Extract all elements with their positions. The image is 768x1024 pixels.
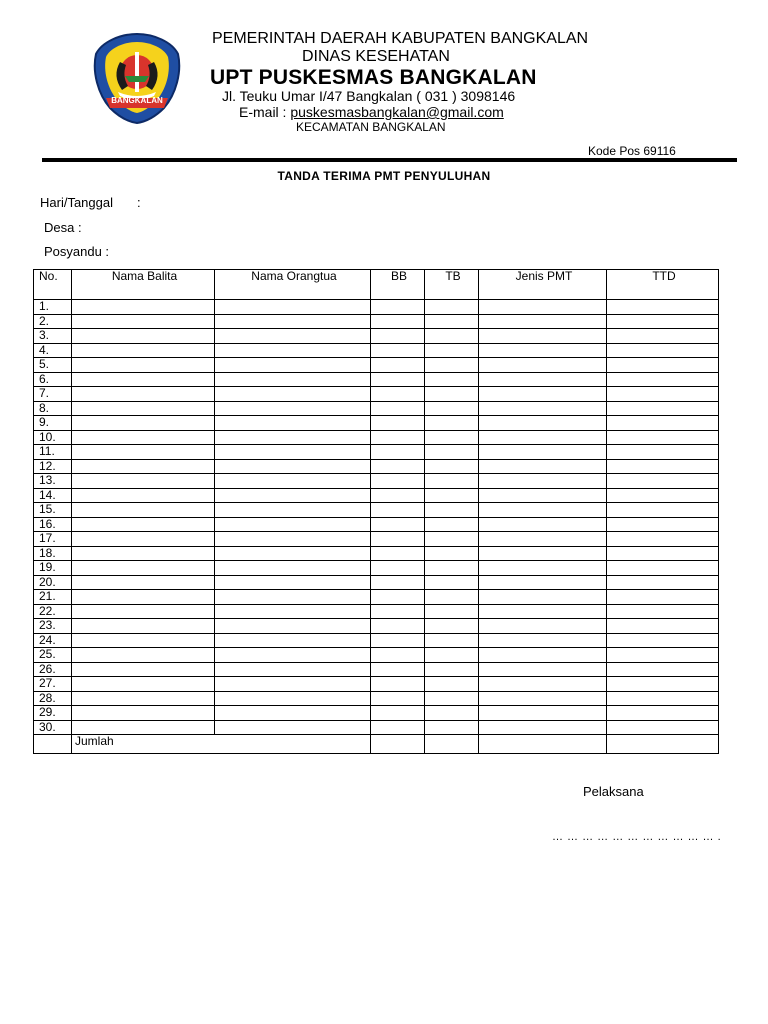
cell-ttd[interactable] (607, 720, 719, 735)
cell-jenis-pmt[interactable] (479, 648, 607, 663)
cell-tb[interactable] (425, 474, 479, 489)
cell-nama-balita[interactable] (72, 445, 215, 460)
cell-nama-orangtua[interactable] (215, 401, 371, 416)
cell-nama-orangtua[interactable] (215, 662, 371, 677)
cell-tb[interactable] (425, 691, 479, 706)
bangkalan-regency-logo (92, 32, 182, 124)
cell-nama-orangtua[interactable] (215, 633, 371, 648)
cell-jenis-pmt[interactable] (479, 503, 607, 518)
email-line (239, 104, 504, 120)
cell-bb[interactable] (371, 430, 425, 445)
table-row (34, 532, 719, 547)
cell-jenis-pmt[interactable] (479, 401, 607, 416)
cell-jenis-pmt[interactable] (479, 633, 607, 648)
cell-nama-balita[interactable] (72, 691, 215, 706)
cell-nama-orangtua[interactable] (215, 532, 371, 547)
cell-jenis-pmt[interactable] (479, 343, 607, 358)
cell-nama-orangtua[interactable] (215, 604, 371, 619)
cell-bb[interactable] (371, 372, 425, 387)
cell-nama-balita[interactable] (72, 358, 215, 373)
cell-jenis-pmt[interactable] (479, 720, 607, 735)
cell-nama-balita[interactable] (72, 430, 215, 445)
row-number: 16. (34, 517, 72, 532)
department-line: DINAS KESEHATAN (302, 48, 450, 65)
row-number: 28. (34, 691, 72, 706)
cell-tb[interactable] (425, 445, 479, 460)
cell-nama-balita[interactable] (72, 372, 215, 387)
cell-jenis-pmt[interactable] (479, 532, 607, 547)
cell-nama-orangtua[interactable] (215, 445, 371, 460)
cell-ttd[interactable] (607, 445, 719, 460)
cell-tb[interactable] (425, 619, 479, 634)
cell-ttd[interactable] (607, 575, 719, 590)
cell-ttd[interactable] (607, 372, 719, 387)
cell-tb[interactable] (425, 343, 479, 358)
cell-nama-balita[interactable] (72, 706, 215, 721)
cell-nama-balita[interactable] (72, 416, 215, 431)
table-row (34, 459, 719, 474)
cell-bb[interactable] (371, 720, 425, 735)
table-row (34, 503, 719, 518)
row-number: 2. (34, 314, 72, 329)
cell-jenis-pmt[interactable] (479, 387, 607, 402)
signer-label: Pelaksana (583, 784, 644, 799)
form-title: TANDA TERIMA PMT PENYULUHAN (277, 169, 491, 183)
cell-jenis-pmt[interactable] (479, 662, 607, 677)
cell-bb[interactable] (371, 532, 425, 547)
pmt-receipt-table (33, 269, 719, 754)
table-row (34, 430, 719, 445)
row-number: 3. (34, 329, 72, 344)
row-number: 6. (34, 372, 72, 387)
cell-tb[interactable] (425, 662, 479, 677)
cell-jenis-pmt[interactable] (479, 329, 607, 344)
cell-bb[interactable] (371, 329, 425, 344)
cell-nama-orangtua[interactable] (215, 590, 371, 605)
cell-ttd[interactable] (607, 300, 719, 315)
cell-nama-balita[interactable] (72, 590, 215, 605)
cell-tb[interactable] (425, 329, 479, 344)
cell-ttd[interactable] (607, 662, 719, 677)
table-row (34, 604, 719, 619)
header-divider (42, 158, 737, 162)
cell-ttd[interactable] (607, 619, 719, 634)
cell-tb[interactable] (425, 532, 479, 547)
table-row (34, 619, 719, 634)
cell-nama-balita[interactable] (72, 517, 215, 532)
cell-ttd[interactable] (607, 358, 719, 373)
email-link[interactable]: puskesmasbangkalan@gmail.com (290, 104, 504, 120)
cell-nama-orangtua[interactable] (215, 648, 371, 663)
cell-bb[interactable] (371, 459, 425, 474)
total-label: Jumlah (72, 735, 371, 754)
table-row (34, 706, 719, 721)
header-tb: TB (425, 270, 479, 300)
cell-nama-balita[interactable] (72, 300, 215, 315)
cell-ttd[interactable] (607, 590, 719, 605)
cell-nama-orangtua[interactable] (215, 720, 371, 735)
cell-nama-orangtua[interactable] (215, 459, 371, 474)
cell-jenis-pmt[interactable] (479, 358, 607, 373)
cell-bb[interactable] (371, 503, 425, 518)
cell-nama-orangtua[interactable] (215, 430, 371, 445)
cell-nama-balita[interactable] (72, 575, 215, 590)
cell-jenis-pmt[interactable] (479, 445, 607, 460)
table-row (34, 300, 719, 315)
cell-tb[interactable] (425, 300, 479, 315)
cell-tb[interactable] (425, 604, 479, 619)
cell-jenis-pmt[interactable] (479, 575, 607, 590)
table-row (34, 691, 719, 706)
day-date-label: Hari/Tanggal (40, 195, 113, 210)
cell-bb[interactable] (371, 300, 425, 315)
cell-tb[interactable] (425, 401, 479, 416)
total-jenis-pmt[interactable] (479, 735, 607, 754)
cell-jenis-pmt[interactable] (479, 300, 607, 315)
cell-ttd[interactable] (607, 532, 719, 547)
cell-jenis-pmt[interactable] (479, 488, 607, 503)
row-number: 23. (34, 619, 72, 634)
cell-bb[interactable] (371, 474, 425, 489)
cell-nama-balita[interactable] (72, 662, 215, 677)
row-number: 5. (34, 358, 72, 373)
row-number: 11. (34, 445, 72, 460)
cell-bb[interactable] (371, 561, 425, 576)
cell-jenis-pmt[interactable] (479, 416, 607, 431)
table-header-row (34, 270, 719, 300)
cell-tb[interactable] (425, 575, 479, 590)
cell-nama-balita[interactable] (72, 648, 215, 663)
cell-nama-balita[interactable] (72, 488, 215, 503)
cell-tb[interactable] (425, 561, 479, 576)
cell-nama-balita[interactable] (72, 387, 215, 402)
row-number: 1. (34, 300, 72, 315)
cell-bb[interactable] (371, 343, 425, 358)
cell-ttd[interactable] (607, 706, 719, 721)
cell-bb[interactable] (371, 677, 425, 692)
cell-tb[interactable] (425, 372, 479, 387)
cell-tb[interactable] (425, 314, 479, 329)
row-number: 9. (34, 416, 72, 431)
cell-tb[interactable] (425, 387, 479, 402)
cell-ttd[interactable] (607, 691, 719, 706)
cell-bb[interactable] (371, 517, 425, 532)
village-label: Desa : (44, 220, 82, 235)
cell-ttd[interactable] (607, 343, 719, 358)
cell-nama-orangtua[interactable] (215, 329, 371, 344)
row-number: 30. (34, 720, 72, 735)
table-row (34, 575, 719, 590)
cell-jenis-pmt[interactable] (479, 706, 607, 721)
government-line: PEMERINTAH DAERAH KABUPATEN BANGKALAN (212, 30, 589, 47)
cell-bb[interactable] (371, 691, 425, 706)
total-empty-cell (34, 735, 72, 754)
row-number: 15. (34, 503, 72, 518)
cell-nama-balita[interactable] (72, 619, 215, 634)
cell-nama-balita[interactable] (72, 314, 215, 329)
cell-nama-balita[interactable] (72, 633, 215, 648)
cell-ttd[interactable] (607, 517, 719, 532)
cell-bb[interactable] (371, 401, 425, 416)
row-number: 8. (34, 401, 72, 416)
total-row (34, 735, 719, 754)
cell-tb[interactable] (425, 720, 479, 735)
row-number: 20. (34, 575, 72, 590)
cell-nama-orangtua[interactable] (215, 503, 371, 518)
cell-bb[interactable] (371, 619, 425, 634)
header-no: No. (34, 270, 72, 300)
cell-nama-orangtua[interactable] (215, 358, 371, 373)
row-number: 19. (34, 561, 72, 576)
header-jenis-pmt: Jenis PMT (479, 270, 607, 300)
cell-tb[interactable] (425, 459, 479, 474)
cell-ttd[interactable] (607, 314, 719, 329)
cell-nama-balita[interactable] (72, 604, 215, 619)
cell-nama-balita[interactable] (72, 677, 215, 692)
logo-ribbon-text: BANGKALAN (111, 96, 163, 105)
cell-ttd[interactable] (607, 387, 719, 402)
cell-nama-orangtua[interactable] (215, 691, 371, 706)
cell-bb[interactable] (371, 546, 425, 561)
cell-ttd[interactable] (607, 459, 719, 474)
cell-nama-balita[interactable] (72, 720, 215, 735)
cell-tb[interactable] (425, 358, 479, 373)
row-number: 29. (34, 706, 72, 721)
cell-nama-orangtua[interactable] (215, 474, 371, 489)
cell-nama-balita[interactable] (72, 474, 215, 489)
cell-nama-balita[interactable] (72, 459, 215, 474)
day-date-colon: : (137, 195, 141, 210)
cell-nama-balita[interactable] (72, 401, 215, 416)
total-bb[interactable] (371, 735, 425, 754)
header-nama-balita: Nama Balita (72, 270, 215, 300)
cell-jenis-pmt[interactable] (479, 430, 607, 445)
cell-jenis-pmt[interactable] (479, 561, 607, 576)
row-number: 7. (34, 387, 72, 402)
cell-nama-orangtua[interactable] (215, 416, 371, 431)
table-row (34, 662, 719, 677)
cell-jenis-pmt[interactable] (479, 590, 607, 605)
table-row (34, 343, 719, 358)
signature-line: … … … … … … … … … … … . (552, 831, 722, 843)
table-row (34, 590, 719, 605)
posyandu-label: Posyandu : (44, 244, 110, 259)
row-number: 14. (34, 488, 72, 503)
cell-nama-balita[interactable] (72, 329, 215, 344)
cell-nama-orangtua[interactable] (215, 488, 371, 503)
table-row (34, 546, 719, 561)
table-row (34, 648, 719, 663)
cell-nama-orangtua[interactable] (215, 314, 371, 329)
cell-nama-orangtua[interactable] (215, 372, 371, 387)
cell-tb[interactable] (425, 430, 479, 445)
cell-jenis-pmt[interactable] (479, 546, 607, 561)
cell-nama-orangtua[interactable] (215, 575, 371, 590)
row-number: 21. (34, 590, 72, 605)
cell-nama-orangtua[interactable] (215, 706, 371, 721)
cell-tb[interactable] (425, 416, 479, 431)
cell-ttd[interactable] (607, 474, 719, 489)
table-row (34, 445, 719, 460)
cell-bb[interactable] (371, 633, 425, 648)
address-line: Jl. Teuku Umar I/47 Bangkalan ( 031 ) 3098146 (222, 88, 516, 104)
cell-ttd[interactable] (607, 503, 719, 518)
cell-nama-orangtua[interactable] (215, 619, 371, 634)
cell-jenis-pmt[interactable] (479, 517, 607, 532)
cell-tb[interactable] (425, 677, 479, 692)
table-row (34, 372, 719, 387)
table-row (34, 677, 719, 692)
cell-tb[interactable] (425, 633, 479, 648)
cell-nama-balita[interactable] (72, 343, 215, 358)
cell-nama-orangtua[interactable] (215, 677, 371, 692)
cell-bb[interactable] (371, 488, 425, 503)
table-row (34, 633, 719, 648)
cell-bb[interactable] (371, 314, 425, 329)
header-bb: BB (371, 270, 425, 300)
table-row (34, 401, 719, 416)
cell-jenis-pmt[interactable] (479, 459, 607, 474)
organization-name: UPT PUSKESMAS BANGKALAN (210, 66, 537, 89)
table-row (34, 720, 719, 735)
header-ttd: TTD (607, 270, 719, 300)
row-number: 24. (34, 633, 72, 648)
cell-jenis-pmt[interactable] (479, 604, 607, 619)
cell-tb[interactable] (425, 546, 479, 561)
total-tb[interactable] (425, 735, 479, 754)
cell-bb[interactable] (371, 604, 425, 619)
table-row (34, 561, 719, 576)
cell-jenis-pmt[interactable] (479, 314, 607, 329)
cell-nama-orangtua[interactable] (215, 343, 371, 358)
cell-tb[interactable] (425, 706, 479, 721)
cell-bb[interactable] (371, 387, 425, 402)
cell-tb[interactable] (425, 517, 479, 532)
district-line: KECAMATAN BANGKALAN (296, 120, 446, 134)
cell-ttd[interactable] (607, 677, 719, 692)
cell-tb[interactable] (425, 488, 479, 503)
table-row (34, 517, 719, 532)
row-number: 26. (34, 662, 72, 677)
cell-jenis-pmt[interactable] (479, 372, 607, 387)
row-number: 25. (34, 648, 72, 663)
cell-ttd[interactable] (607, 401, 719, 416)
total-ttd[interactable] (607, 735, 719, 754)
cell-ttd[interactable] (607, 561, 719, 576)
cell-ttd[interactable] (607, 329, 719, 344)
cell-jenis-pmt[interactable] (479, 691, 607, 706)
cell-nama-orangtua[interactable] (215, 561, 371, 576)
cell-tb[interactable] (425, 503, 479, 518)
header-nama-orangtua: Nama Orangtua (215, 270, 371, 300)
cell-nama-orangtua[interactable] (215, 517, 371, 532)
table-row (34, 314, 719, 329)
cell-tb[interactable] (425, 648, 479, 663)
row-number: 22. (34, 604, 72, 619)
row-number: 18. (34, 546, 72, 561)
cell-ttd[interactable] (607, 648, 719, 663)
table-row (34, 416, 719, 431)
table-row (34, 387, 719, 402)
cell-nama-balita[interactable] (72, 532, 215, 547)
cell-nama-orangtua[interactable] (215, 387, 371, 402)
cell-bb[interactable] (371, 575, 425, 590)
cell-bb[interactable] (371, 445, 425, 460)
cell-ttd[interactable] (607, 604, 719, 619)
cell-bb[interactable] (371, 648, 425, 663)
cell-tb[interactable] (425, 590, 479, 605)
cell-bb[interactable] (371, 416, 425, 431)
cell-nama-orangtua[interactable] (215, 300, 371, 315)
cell-jenis-pmt[interactable] (479, 474, 607, 489)
cell-bb[interactable] (371, 706, 425, 721)
cell-bb[interactable] (371, 662, 425, 677)
table-row (34, 488, 719, 503)
cell-ttd[interactable] (607, 546, 719, 561)
postal-code: Kode Pos 69116 (588, 144, 676, 158)
row-number: 13. (34, 474, 72, 489)
cell-bb[interactable] (371, 358, 425, 373)
email-label: E-mail : (239, 104, 291, 120)
cell-jenis-pmt[interactable] (479, 619, 607, 634)
cell-ttd[interactable] (607, 416, 719, 431)
cell-ttd[interactable] (607, 430, 719, 445)
cell-ttd[interactable] (607, 633, 719, 648)
table-row (34, 329, 719, 344)
row-number: 4. (34, 343, 72, 358)
cell-nama-balita[interactable] (72, 546, 215, 561)
row-number: 10. (34, 430, 72, 445)
cell-nama-balita[interactable] (72, 503, 215, 518)
table-row (34, 474, 719, 489)
row-number: 17. (34, 532, 72, 547)
cell-ttd[interactable] (607, 488, 719, 503)
row-number: 27. (34, 677, 72, 692)
cell-nama-orangtua[interactable] (215, 546, 371, 561)
row-number: 12. (34, 459, 72, 474)
cell-nama-balita[interactable] (72, 561, 215, 576)
cell-jenis-pmt[interactable] (479, 677, 607, 692)
table-row (34, 358, 719, 373)
cell-bb[interactable] (371, 590, 425, 605)
